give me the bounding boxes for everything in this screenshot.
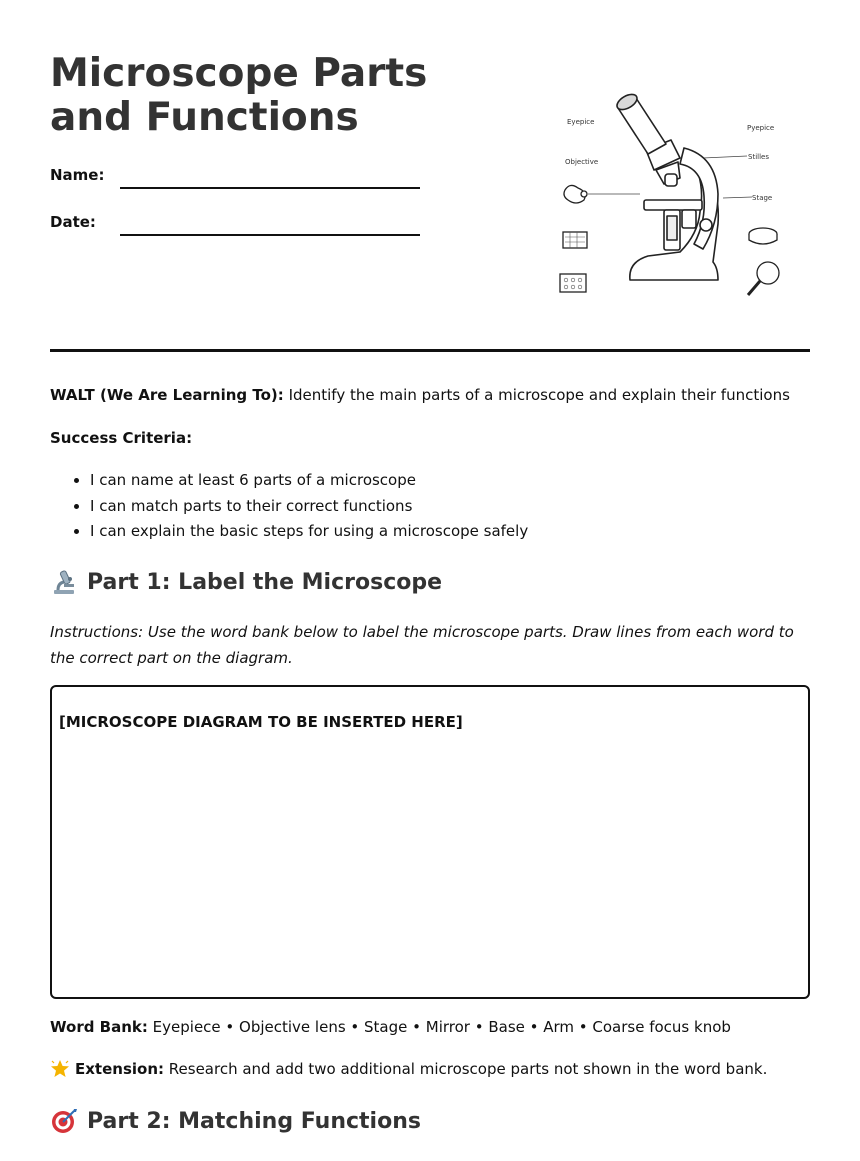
part2-heading [50,1107,421,1135]
list-item: • I can name at least 6 parts of a microscope [90,468,528,494]
label-stilles: Stilles [748,153,769,161]
microscope-icon [50,568,78,596]
name-label: Name: [50,166,105,184]
label-stage: Stage [752,194,773,202]
part1-heading [50,568,442,596]
success-criteria-heading: Success Criteria: [50,429,193,447]
star-icon [50,1059,70,1079]
success-criteria-list [50,468,528,545]
extension-label: Extension: [75,1060,164,1078]
list-item: • I can match parts to their correct functions [90,494,528,520]
part2-heading-text: Part 2: Matching Functions [87,1108,421,1134]
date-field[interactable] [120,234,420,236]
list-item: • I can explain the basic steps for using a microscope safely [90,519,528,545]
walt-label: WALT (We Are Learning To): [50,386,284,404]
microscope-illustration [548,84,798,304]
word-bank [50,1018,731,1036]
date-label: Date: [50,213,96,231]
microscope-illustration-svg [548,84,798,304]
word-bank-items: Eyepiece • Objective lens • Stage • Mirror • Base • Arm • Coarse focus knob [152,1018,731,1036]
part1-heading-text: Part 1: Label the Microscope [87,569,443,595]
page-title: Microscope Parts and Functions [50,51,428,140]
diagram-placeholder-text: [MICROSCOPE DIAGRAM TO BE INSERTED HERE] [59,713,463,731]
label-objective: Objective [565,158,599,166]
extension-text: Research and add two additional microscope parts not shown in the word bank. [168,1060,768,1078]
section-divider [50,349,810,352]
word-bank-label: Word Bank: [50,1018,148,1036]
part1-instructions: Instructions: Use the word bank below to label the microscope parts. Draw lines from each word to the correct part on the diagram. [50,623,794,667]
diagram-placeholder-box [50,685,810,999]
name-field[interactable] [120,187,420,189]
walt-statement [50,386,810,404]
walt-text: Identify the main parts of a microscope and explain their functions [288,386,790,404]
target-icon [50,1107,78,1135]
label-eyepice-left: Eyepice [567,118,595,126]
label-pyepice: Pyepice [747,124,775,132]
extension-task [50,1059,767,1079]
